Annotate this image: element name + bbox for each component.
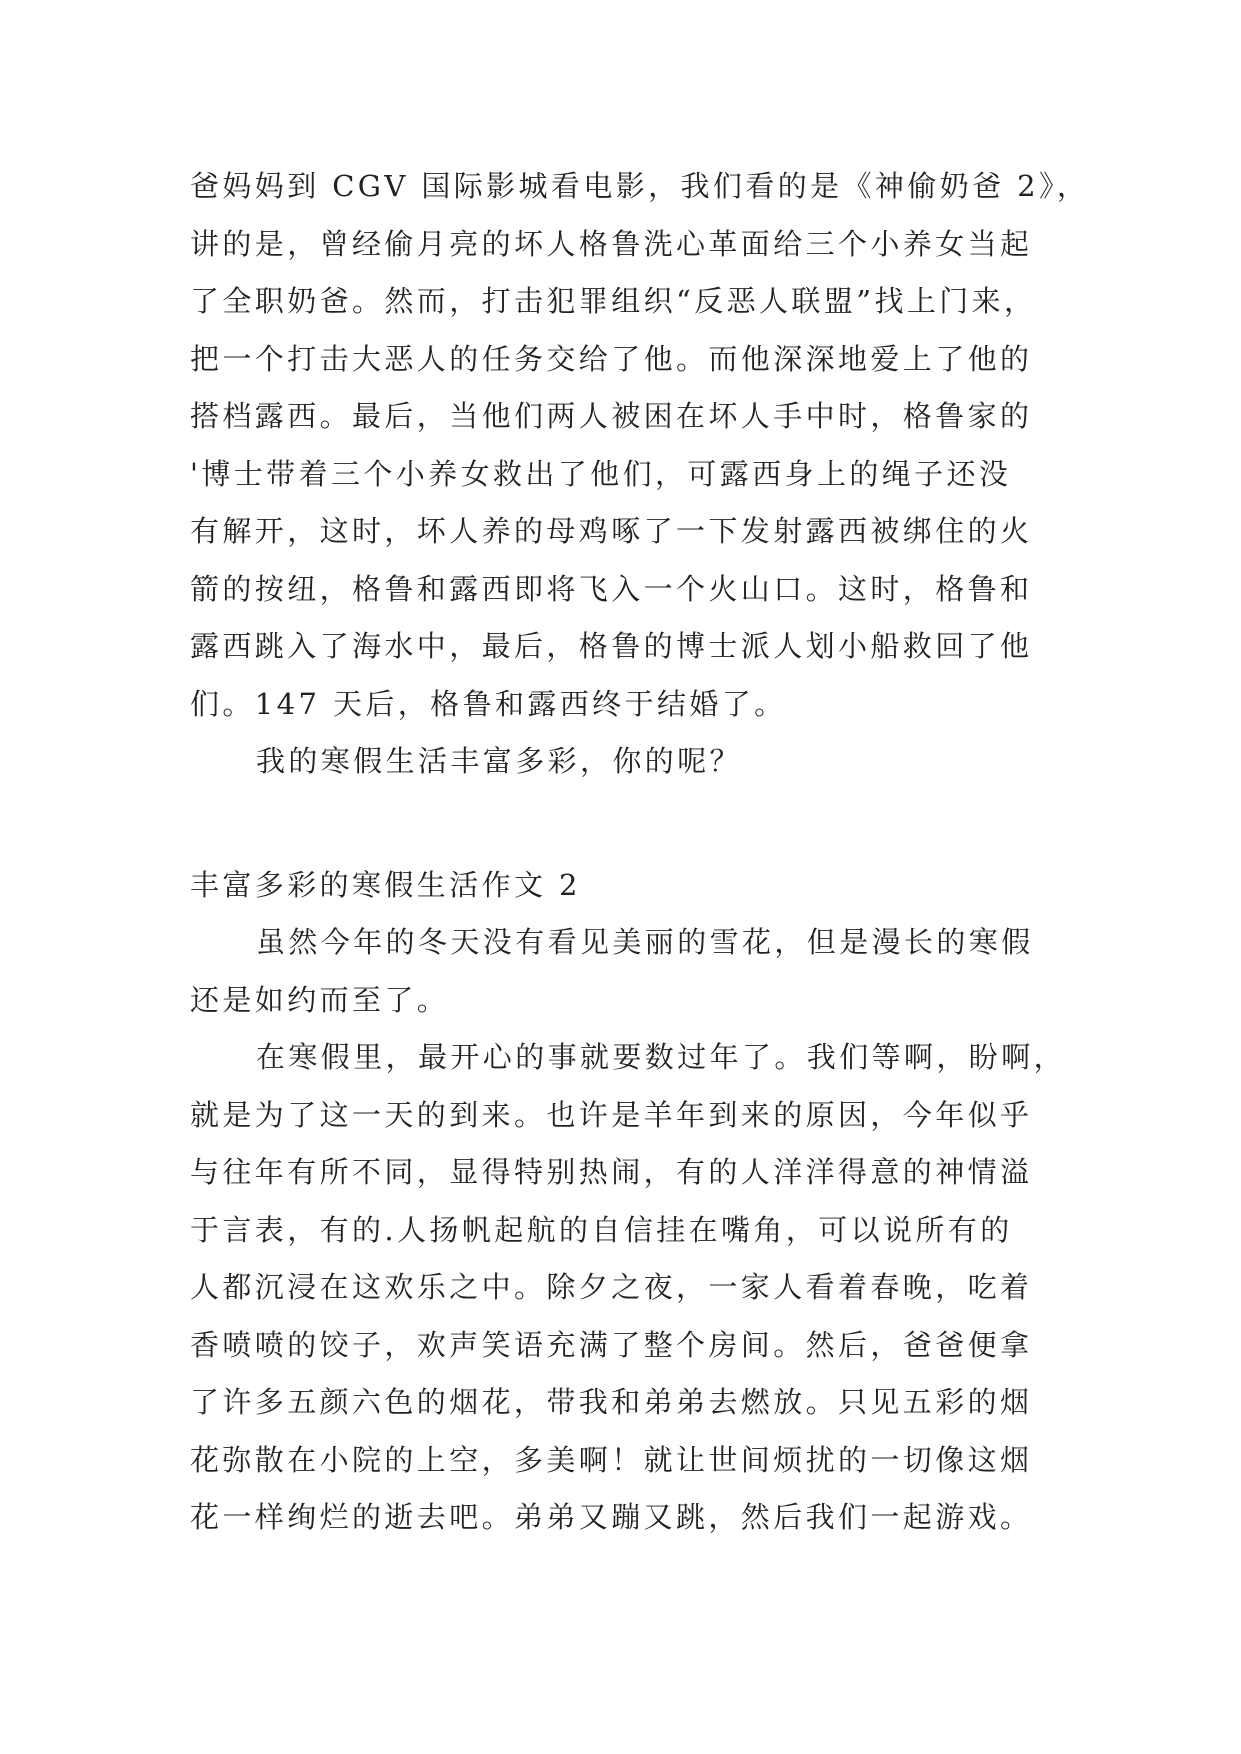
text-line: 讲的是，曾经偷月亮的坏人格鲁洗心革面给三个小养女当起 xyxy=(190,226,1033,261)
text-line: 箭的按纽，格鲁和露西即将飞入一个火山口。这时，格鲁和 xyxy=(190,571,1033,606)
text-line: 我的寒假生活丰富多彩，你的呢？ xyxy=(256,744,743,778)
body-paragraph xyxy=(190,1029,1070,1547)
text-line: 在寒假里，最开心的事就要数过年了。我们等啊，盼啊， xyxy=(256,1040,1067,1074)
text-line: 香喷喷的饺子，欢声笑语充满了整个房间。然后，爸爸便拿 xyxy=(190,1327,1033,1362)
text-line: 了许多五颜六色的烟花，带我和弟弟去燃放。只见五彩的烟 xyxy=(190,1385,1033,1419)
text-line: 人都沉浸在这欢乐之中。除夕之夜，一家人看着春晚，吃着 xyxy=(190,1270,1033,1304)
text-line: 还是如约而至了。 xyxy=(190,982,450,1017)
intro-paragraph xyxy=(190,914,1070,1029)
story-paragraph xyxy=(190,158,1090,733)
text-line: 于言表，有的.人扬帆起航的自信挂在嘴角，可以说所有的 xyxy=(190,1212,1013,1247)
text-line: 搭档露西。最后，当他们两人被困在坏人手中时，格鲁家的 xyxy=(190,399,1033,433)
text-line: 就是为了这一天的到来。也许是羊年到来的原因，今年似乎 xyxy=(190,1097,1033,1132)
heading-text: 丰富多彩的寒假生活作文 2 xyxy=(190,868,581,902)
section-heading xyxy=(190,857,1070,915)
closing-paragraph xyxy=(190,733,1070,791)
text-line: 了全职奶爸。然而，打击犯罪组织“反恶人联盟”找上门来， xyxy=(190,284,1037,318)
text-line: 爸妈妈到 CGV 国际影城看电影，我们看的是《神偷奶爸 2》， xyxy=(190,169,1090,203)
text-line: 花一样绚烂的逝去吧。弟弟又蹦又跳，然后我们一起游戏。 xyxy=(190,1500,1033,1534)
text-line: '博士带着三个小养女救出了他们，可露西身上的绳子还没 xyxy=(190,456,1012,491)
text-line: 们。147 天后，格鲁和露西终于结婚了。 xyxy=(190,686,787,721)
text-line: 有解开，这时，坏人养的母鸡啄了一下发射露西被绑住的火 xyxy=(190,514,1033,548)
text-line: 虽然今年的冬天没有看见美丽的雪花，但是漫长的寒假 xyxy=(256,925,1034,959)
text-line: 露西跳入了海水中，最后，格鲁的博士派人划小船救回了他 xyxy=(190,629,1033,663)
text-line: 花弥散在小院的上空，多美啊！就让世间烦扰的一切像这烟 xyxy=(190,1442,1033,1477)
text-line: 与往年有所不同，显得特别热闹，有的人洋洋得意的神情溢 xyxy=(190,1155,1033,1189)
text-line: 把一个打击大恶人的任务交给了他。而他深深地爱上了他的 xyxy=(190,341,1033,376)
